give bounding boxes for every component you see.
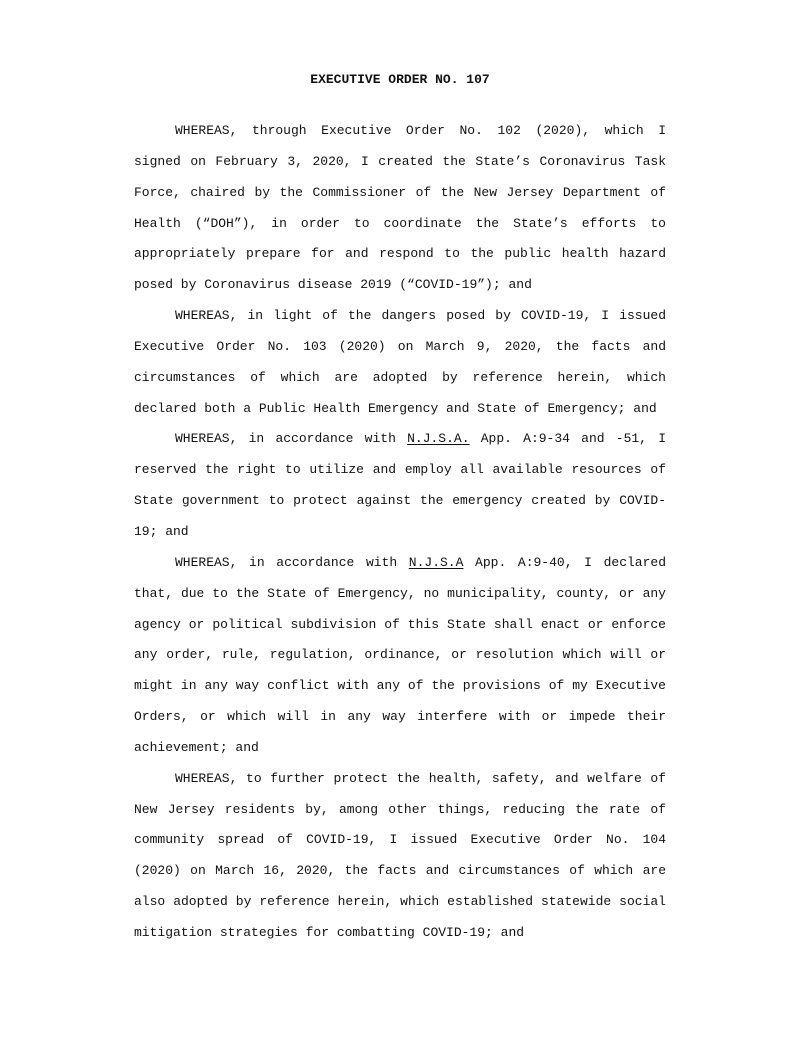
whereas-paragraph-1: WHEREAS, through Executive Order No. 102 (2020), which I signed on February 3, 2020, I created the State’s Coronavirus Task Force, chaired by the Commissioner of the New Jersey Department of Health (“DOH”), in order to coordinate the State’s efforts to appropriately prepare for and respond to the public health hazard posed by Coronavirus disease 2019 (“COVID-19”); and <box>134 123 666 293</box>
whereas-paragraph-4 <box>134 548 666 764</box>
whereas-paragraph-3 <box>134 424 666 547</box>
document-body <box>134 116 666 949</box>
paragraph-3-lead: WHEREAS, in accordance with <box>175 431 408 447</box>
document-title: EXECUTIVE ORDER NO. 107 <box>310 72 490 87</box>
paragraph-4-rest: App. A:9-40, I declared that, due to the State of Emergency, no municipality, county, or any agency or political subdivision of this State shall enact or enforce any order, rule, regulation, ordinance, or resolution which will or might in any way conflict with any of the provisions of my Executive Orders, or which will in any way interfere with or impede their achievement; and <box>134 554 666 755</box>
paragraph-4-lead: WHEREAS, in accordance with <box>175 554 409 570</box>
statute-citation: N.J.S.A <box>408 554 464 570</box>
paragraph-3-rest: App. A:9-34 and -51, I reserved the right to utilize and employ all available resources of State government to protect against the emergency created by COVID-19; and <box>134 431 667 539</box>
whereas-paragraph-5: WHEREAS, to further protect the health, safety, and welfare of New Jersey residents by, among other things, reducing the rate of community spread of COVID-19, I issued Executive Order No. 104 (2020) on March 16, 2020, the facts and circumstances of which are also adopted by reference herein, which established statewide social mitigation strategies for combatting COVID-19; and <box>134 770 666 940</box>
whereas-paragraph-2: WHEREAS, in light of the dangers posed by COVID-19, I issued Executive Order No. 103 (2020) on March 9, 2020, the facts and circumstances of which are adopted by reference herein, which declared both a Public Health Emergency and State of Emergency; and <box>134 308 666 416</box>
statute-citation: N.J.S.A. <box>407 431 470 447</box>
